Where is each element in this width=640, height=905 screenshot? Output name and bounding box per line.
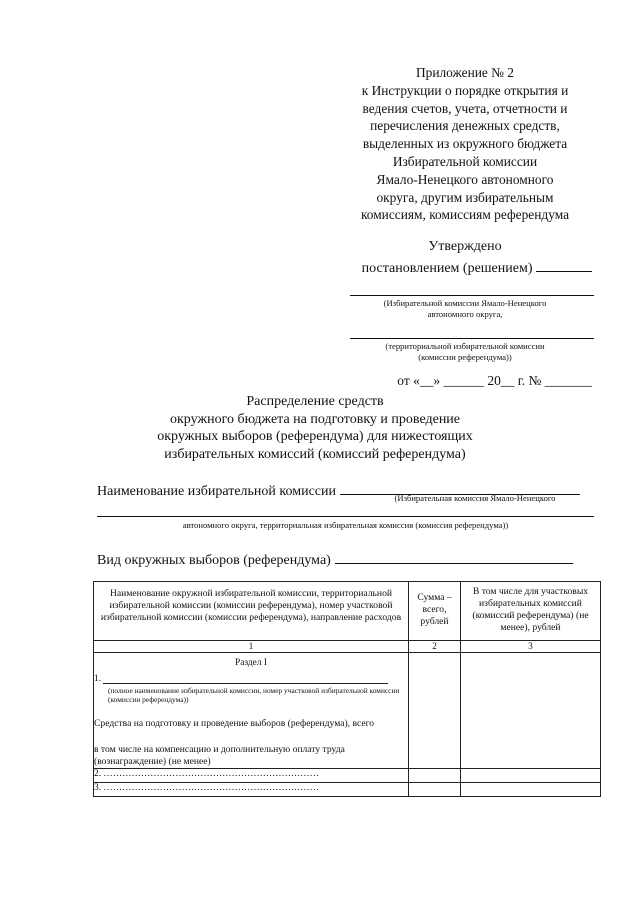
- commission-caption-1: (Избирательная комиссия Ямало-Ненецкого: [394, 493, 556, 503]
- incl-cell[interactable]: [461, 653, 601, 769]
- row-2-label: 2. ……………………………………………………………: [94, 769, 409, 783]
- heading-line: избирательных комиссий (комиссий референдума): [164, 446, 466, 462]
- table-row: [94, 769, 601, 783]
- appendix-line: округа, другим избирательным: [376, 189, 554, 205]
- heading-line: Распределение средств: [246, 394, 384, 409]
- table-header-name: Наименование окружной избирательной комиссии, территориальной избирательной комиссии (комиссии референдума), номер участковой избирательной комиссии (комиссии референдума), направление расходов: [94, 582, 409, 641]
- table-header-row: [94, 582, 601, 641]
- caption-line: (комиссии референдума)): [418, 352, 512, 362]
- appendix-line: ведения счетов, учета, отчетности и: [362, 100, 568, 116]
- row-number-line: [94, 674, 408, 684]
- sum-cell[interactable]: [409, 653, 461, 769]
- section-cell: [94, 653, 409, 769]
- document-heading: [90, 393, 540, 463]
- table-row: [94, 653, 601, 769]
- appendix-block: [330, 64, 600, 224]
- table-number-row: [94, 641, 601, 653]
- commission-label: Наименование избирательной комиссии: [97, 484, 336, 499]
- caption-line: автономного округа,: [427, 309, 503, 319]
- approval-caption-2: [330, 341, 600, 363]
- table-row: [94, 783, 601, 797]
- approval-title: Утверждено: [428, 239, 502, 254]
- column-number: 2: [409, 641, 461, 653]
- column-number: 1: [94, 641, 409, 653]
- elections-label: Вид окружных выборов (референдума): [97, 553, 331, 568]
- sum-cell[interactable]: [409, 769, 461, 783]
- caption-line: (территориальной избирательной комиссии: [385, 341, 545, 351]
- approval-by: [330, 258, 600, 277]
- table-header-incl: В том числе для участковых избирательных комиссий (комиссий референдума) (не менее), рублей: [461, 582, 601, 641]
- section-title: Раздел I: [235, 658, 267, 668]
- row-number: 1.: [94, 674, 102, 684]
- row-total-label: Средства на подготовку и проведение выборов (референдума), всего: [94, 718, 375, 729]
- heading-line: окружного бюджета на подготовку и проведение: [169, 411, 461, 427]
- appendix-line: выделенных из окружного бюджета: [362, 136, 568, 152]
- elections-field: [97, 549, 597, 569]
- row-3-label: 3. ……………………………………………………………: [94, 783, 409, 797]
- sum-cell[interactable]: [409, 783, 461, 797]
- column-number: 3: [461, 641, 601, 653]
- appendix-line: Ямало-Ненецкого автономного: [376, 171, 554, 187]
- approval-block: [330, 238, 600, 389]
- row-name-line[interactable]: [103, 674, 388, 684]
- appendix-line: Приложение № 2: [415, 65, 515, 80]
- elections-input-line[interactable]: [335, 549, 573, 564]
- approval-decision-line: [536, 258, 592, 272]
- table-header-sum: Сумма – всего, рублей: [409, 582, 461, 641]
- approval-by-label: постановлением (решением): [361, 261, 533, 276]
- caption-line: (Избирательной комиссии Ямало-Ненецкого: [383, 298, 547, 308]
- approval-caption-1: [330, 298, 600, 320]
- distribution-table: [93, 581, 601, 797]
- appendix-line: комиссиям, комиссиям референдума: [360, 207, 570, 223]
- appendix-line: перечисления денежных средств,: [370, 118, 560, 134]
- row-incl-label: в том числе на компенсацию и дополнительную оплату труда (вознаграждение) (не менее): [94, 744, 345, 767]
- commission-input-line-2[interactable]: [97, 516, 594, 517]
- approval-body-line: [350, 281, 594, 296]
- commission-caption-2: автономного округа, территориальная избирательная комиссия (комиссия референдума)): [182, 520, 509, 530]
- incl-cell[interactable]: [461, 783, 601, 797]
- appendix-line: Избирательной комиссии: [392, 153, 538, 169]
- row-name-caption: (полное наименование избирательной комиссии, номер участковой избирательной комиссии (комиссии референдума)): [108, 686, 400, 704]
- appendix-line: к Инструкции о порядке открытия и: [361, 82, 569, 98]
- approval-body-line-2: [350, 324, 594, 339]
- incl-cell[interactable]: [461, 769, 601, 783]
- heading-line: окружных выборов (референдума) для нижестоящих: [157, 429, 473, 444]
- approval-date: от «__» ______ 20__ г. № _______: [397, 373, 592, 388]
